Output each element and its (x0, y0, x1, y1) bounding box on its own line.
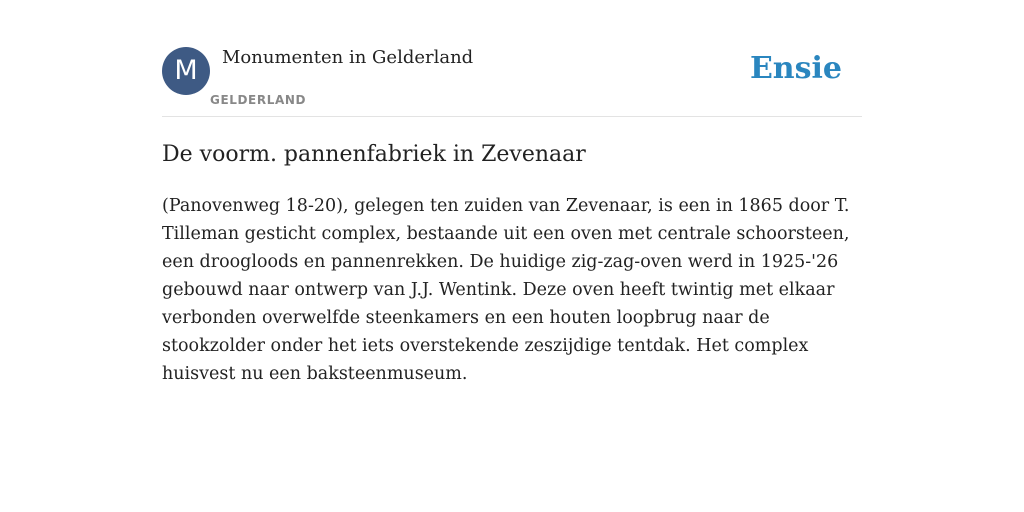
article-title: De voorm. pannenfabriek in Zevenaar (162, 142, 586, 167)
article-body: (Panovenweg 18-20), gelegen ten zuiden van Zevenaar, is een in 1865 door T. Tilleman gesticht complex, bestaande uit een oven met centrale schoorsteen, een droogloods en pannenrekken. De huidige zig-zag-oven werd in 1925-'26 gebouwd naar ontwerp van J.J. Wentink. Deze oven heeft twintig met elkaar verbonden overwelfde steenkamers en een houten loopbrug naar de stookzolder onder het iets overstekende zeszijdige tentdak. Het complex huisvest nu een baksteenmuseum. (162, 196, 850, 384)
avatar[interactable]: M (162, 47, 210, 95)
category-label[interactable]: GELDERLAND (210, 93, 307, 107)
site-title-link[interactable]: Monumenten in Gelderland (222, 47, 474, 68)
page-container (162, 0, 862, 384)
page-header (162, 0, 862, 117)
brand-logo[interactable]: Ensie (749, 51, 842, 86)
